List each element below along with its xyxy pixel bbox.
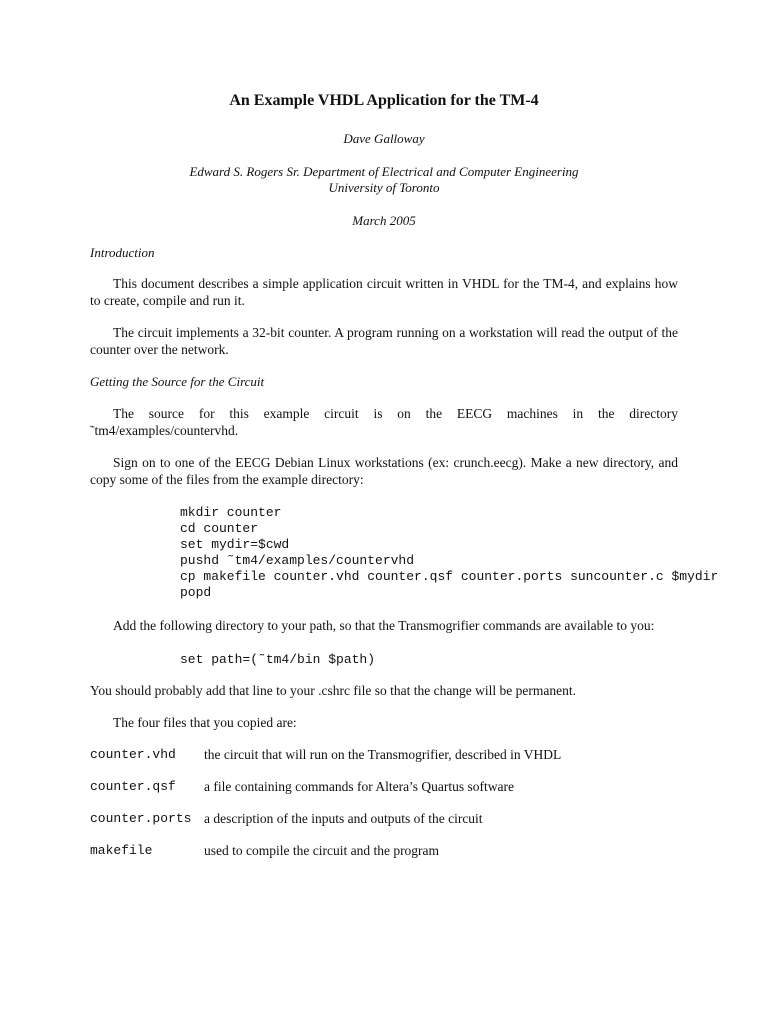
source-paragraph-1: The source for this example circuit is on the EECG machines in the directory ˜tm4/examples/countervhd.	[90, 406, 678, 438]
document-title: An Example VHDL Application for the TM-4	[229, 92, 539, 109]
file-list-item	[90, 843, 690, 861]
file-description: a description of the inputs and outputs of the circuit	[204, 811, 483, 826]
file-list-item	[90, 779, 690, 797]
affiliation-university: University of Toronto	[328, 180, 440, 195]
file-name: counter.qsf	[90, 779, 176, 794]
section-heading-introduction: Introduction	[90, 245, 155, 260]
code-line: popd	[180, 585, 212, 600]
code-line: set mydir=$cwd	[180, 537, 290, 552]
source-paragraph-2: Sign on to one of the EECG Debian Linux workstations (ex: crunch.eecg). Make a new directory, and copy some of the files from the example directory:	[90, 455, 678, 487]
code-line: cp makefile counter.vhd counter.qsf counter.ports suncounter.c $mydir	[180, 569, 719, 584]
file-name: counter.ports	[90, 811, 192, 826]
file-description: a file containing commands for Altera’s Quartus software	[204, 779, 515, 794]
files-intro-paragraph: The four files that you copied are:	[113, 715, 297, 730]
file-list-item	[90, 747, 690, 765]
intro-paragraph-1: This document describes a simple application circuit written in VHDL for the TM-4, and explains how to create, compile and run it.	[90, 276, 678, 308]
copy-commands-code-block	[180, 505, 718, 601]
file-list-item	[90, 811, 690, 829]
cshrc-paragraph: You should probably add that line to your .cshrc file so that the change will be permanent.	[90, 683, 577, 698]
code-line: set path=(˜tm4/bin $path)	[180, 652, 376, 667]
path-code-block	[180, 652, 375, 668]
file-description: the circuit that will run on the Transmogrifier, described in VHDL	[204, 747, 562, 762]
code-line: mkdir counter	[180, 505, 282, 520]
affiliation-department: Edward S. Rogers Sr. Department of Electrical and Computer Engineering	[189, 164, 579, 179]
intro-paragraph-2: The circuit implements a 32-bit counter. A program running on a workstation will read the output of the counter over the network.	[90, 325, 678, 357]
file-description: used to compile the circuit and the program	[204, 843, 440, 858]
section-heading-source: Getting the Source for the Circuit	[90, 374, 265, 389]
code-line: cd counter	[180, 521, 259, 536]
document-date: March 2005	[352, 213, 416, 228]
path-paragraph: Add the following directory to your path, so that the Transmogrifier commands are available to you:	[113, 618, 655, 633]
code-line: pushd ˜tm4/examples/countervhd	[180, 553, 415, 568]
file-name: counter.vhd	[90, 747, 176, 762]
file-name: makefile	[90, 843, 153, 858]
author-name: Dave Galloway	[343, 131, 425, 146]
